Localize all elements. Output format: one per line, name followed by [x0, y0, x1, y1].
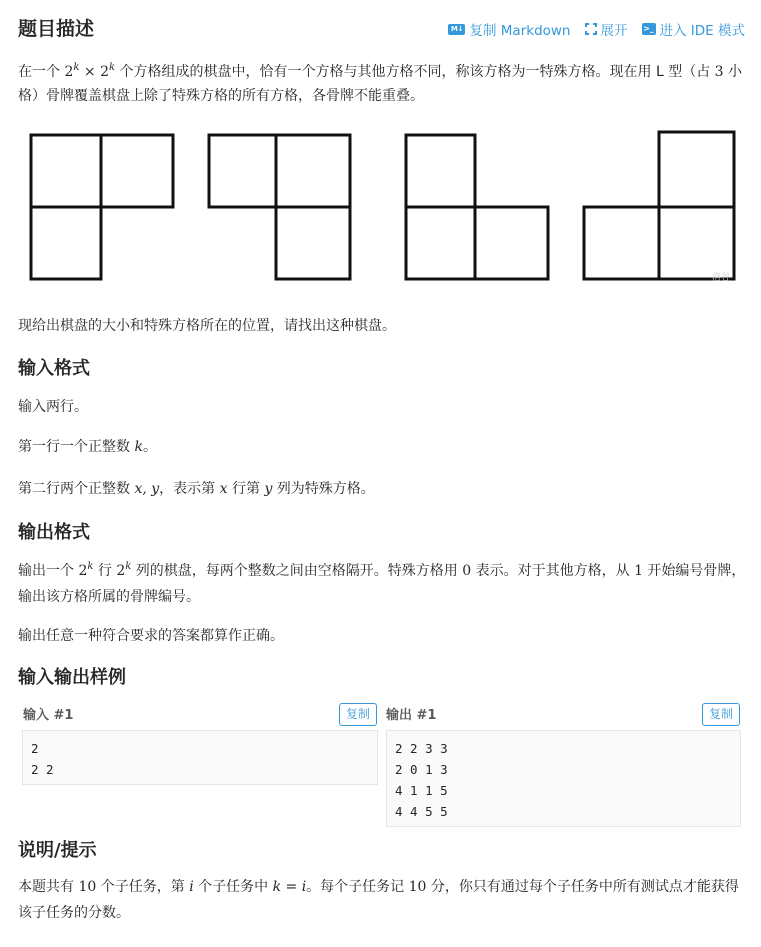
description-header: [18, 14, 745, 44]
markdown-icon: M↓: [448, 24, 465, 35]
watermark-text: 洛谷: [712, 273, 731, 283]
ide-mode-button[interactable]: >_ 进入 IDE 模式: [643, 23, 745, 39]
hint-paragraph: 本题共有 10 个子任务，第 i 个子任务中 k = i。每个子任务记 10 分，你只有通过每个子任务中所有测试点才能获得该子任务的分数。: [18, 879, 739, 921]
expand-button[interactable]: 展开: [585, 19, 628, 39]
description-paragraph-2: 现给出棋盘的大小和特殊方格所在的位置，请找出这种棋盘。: [18, 318, 396, 334]
sample-output-label: 输出 #1: [386, 708, 437, 723]
sample-input-box[interactable]: 2 2 2: [22, 730, 378, 785]
samples-title: 输入输出样例: [18, 667, 126, 688]
hint-title: 说明/提示: [18, 840, 97, 861]
description-title: 题目描述: [18, 18, 95, 40]
expand-icon: [585, 23, 597, 35]
tromino-shape-4: [584, 132, 734, 279]
input-format-line-3: 第二行两个正整数 x, y，表示第 x 行第 y 列为特殊方格。: [18, 481, 375, 497]
sample-output-box[interactable]: 2 2 3 3 2 0 1 3 4 1 1 5 4 4 5 5: [386, 730, 741, 827]
tromino-shape-1: [31, 135, 173, 279]
tromino-shape-3: [406, 135, 548, 279]
input-format-title: 输入格式: [18, 358, 90, 379]
copy-input-button[interactable]: 复制: [339, 703, 377, 726]
l-tromino-figure: [22, 126, 742, 290]
sample-input-label: 输入 #1: [23, 708, 74, 723]
header-actions: [448, 19, 745, 39]
tromino-shape-2: [209, 135, 350, 279]
copy-output-button[interactable]: 复制: [702, 703, 740, 726]
output-format-title: 输出格式: [18, 522, 90, 543]
input-format-line-1: 输入两行。: [18, 399, 88, 415]
input-format-line-2: 第一行一个正整数 k。: [18, 439, 157, 455]
copy-markdown-button[interactable]: M↓ 复制 Markdown: [448, 19, 570, 39]
output-format-line-1: 输出一个 2$^k$ 行 2$^k$ 列的棋盘，每两个整数之间由空格隔开。特殊方格用 0 表示。对于其他方格，从 1 开始编号骨牌，输出该方格所属的骨牌编号。: [18, 561, 746, 605]
terminal-icon: >_: [643, 24, 654, 33]
output-format-line-2: 输出任意一种符合要求的答案都算作正确。: [18, 628, 284, 644]
description-paragraph-1: 在一个 2$^k$ × 2$^k$ 个方格组成的棋盘中，恰有一个方格与其他方格不同，称该方格为一特殊方格。现在用 L 型（占 3 小格）骨牌覆盖棋盘上除了特殊方格的所有方格，各骨牌不能重叠。: [18, 62, 743, 104]
